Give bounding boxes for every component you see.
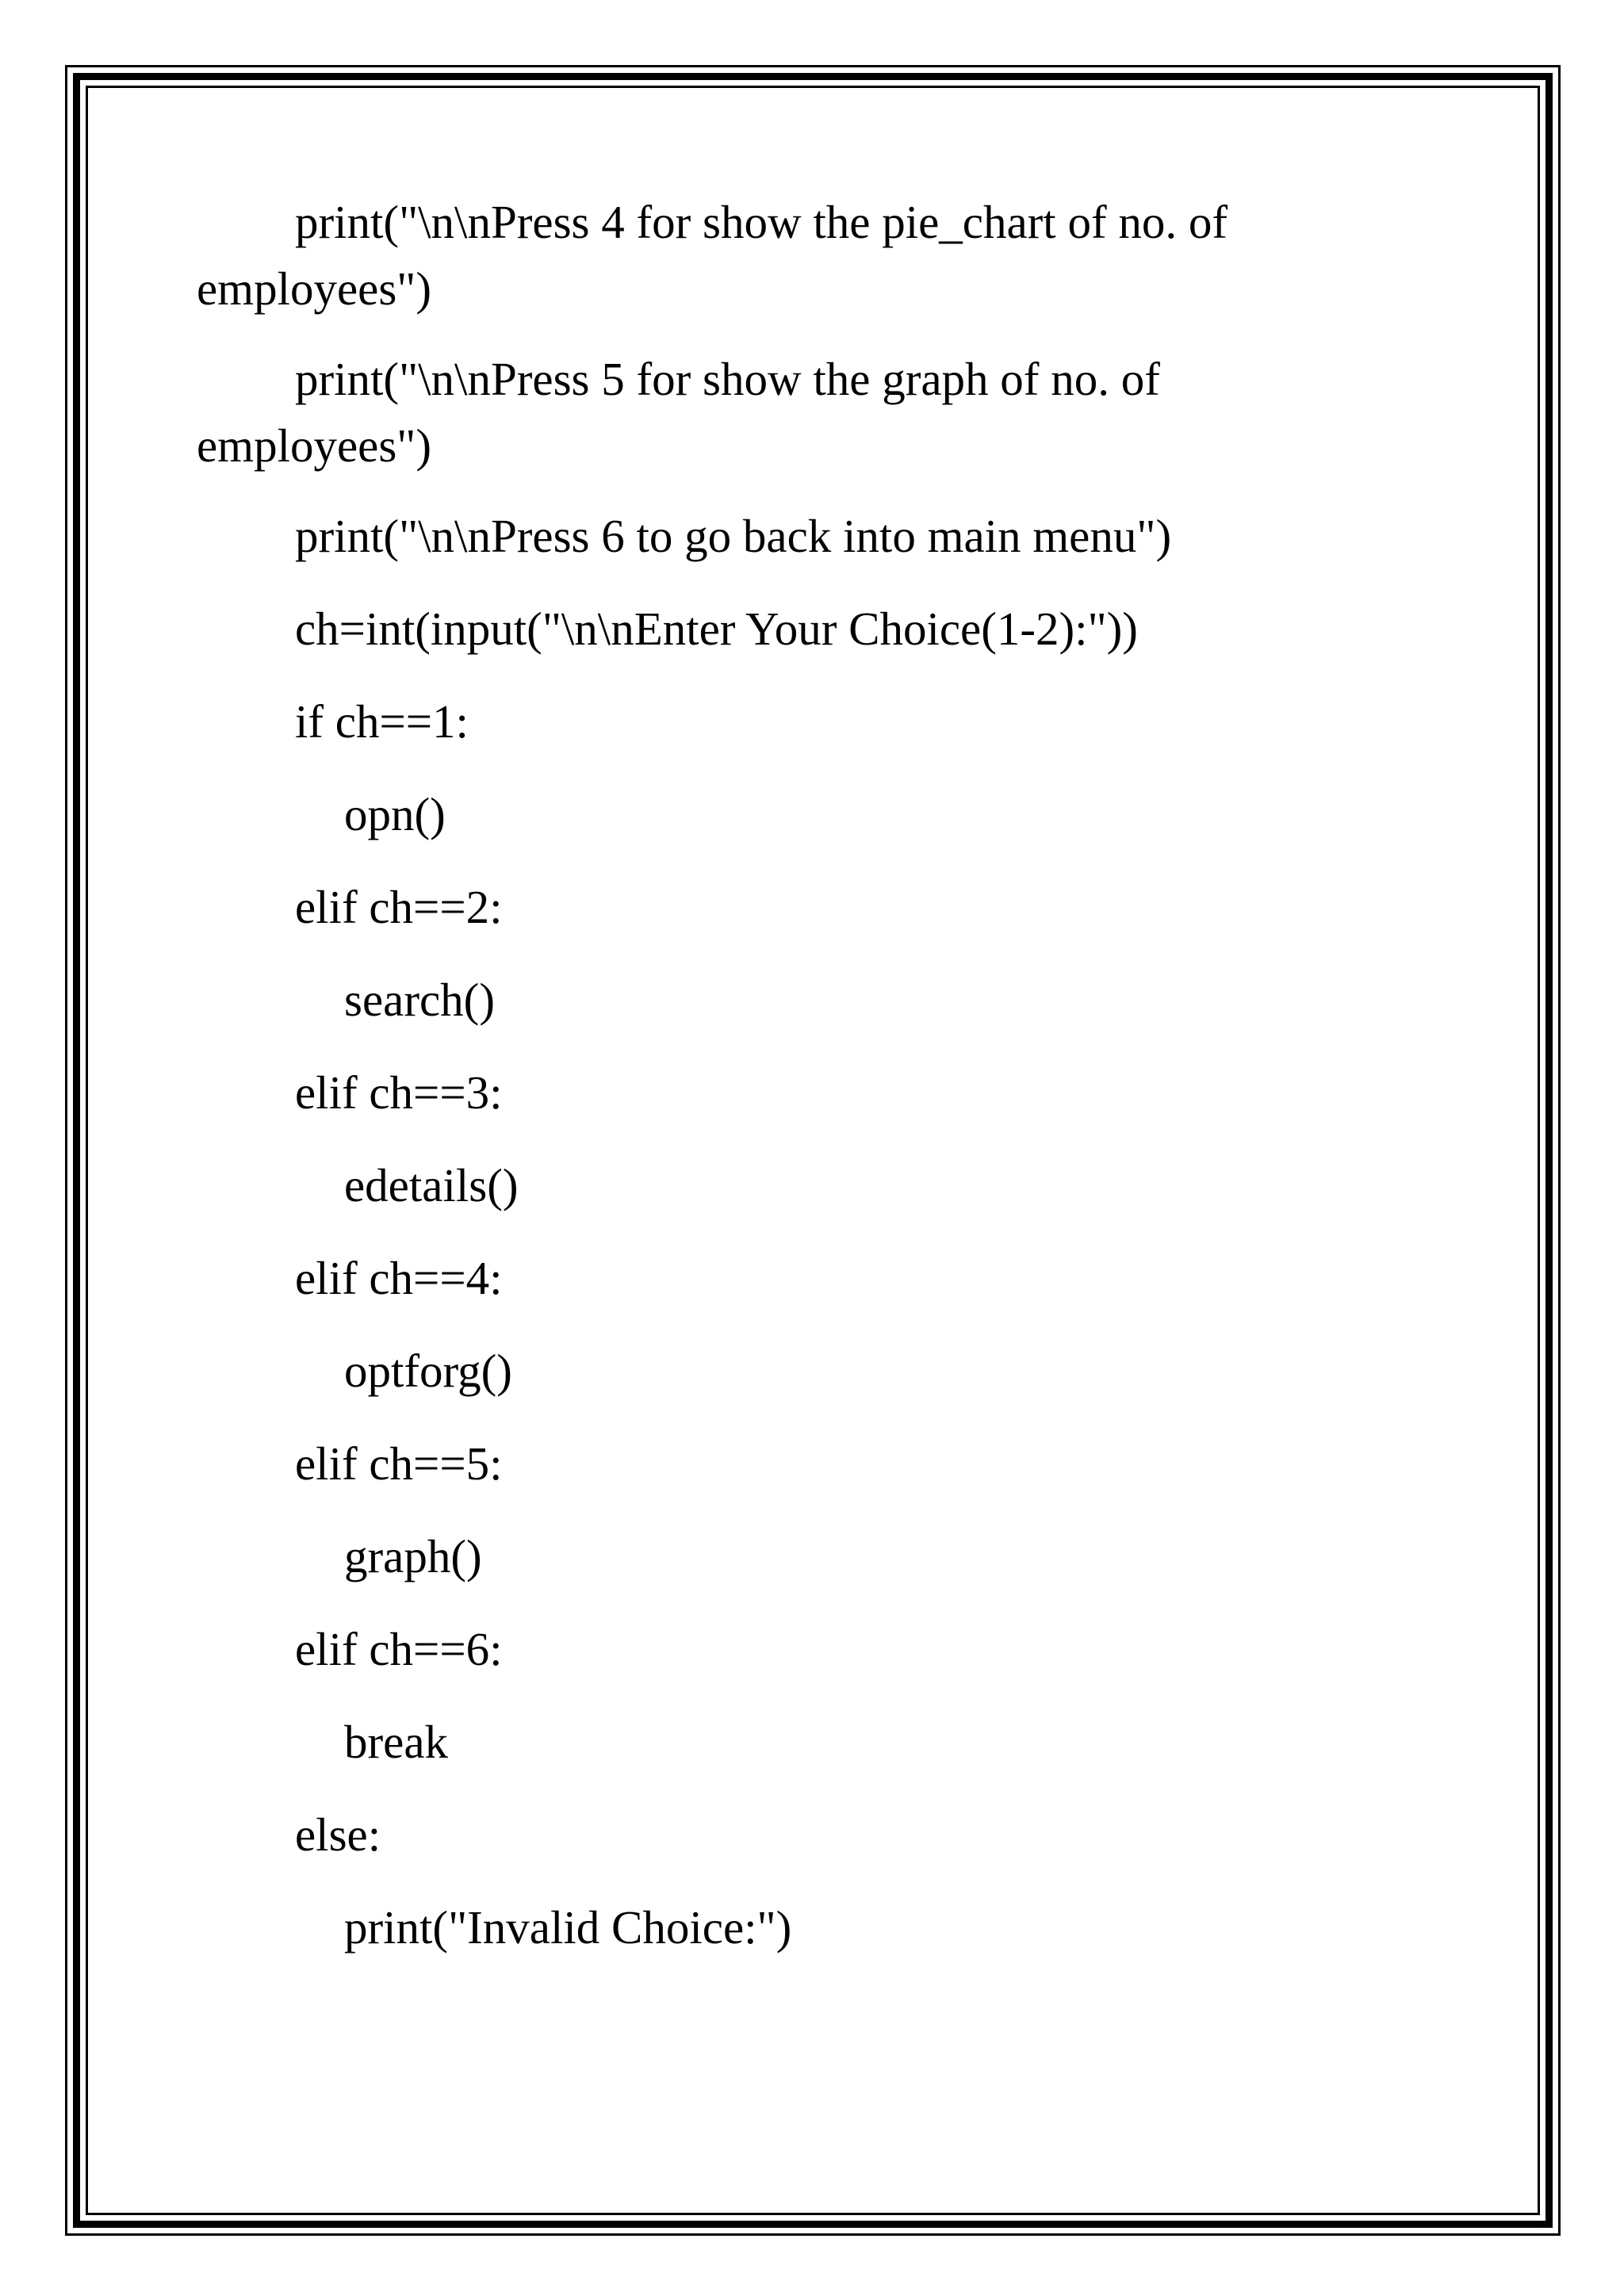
code-line-continuation: employees") — [197, 419, 432, 472]
code-line-text: print("\n\nPress 5 for show the graph of no. of — [295, 353, 1160, 405]
code-line-if-1: if ch==1: — [295, 695, 469, 748]
code-line-optforg: optforg() — [344, 1345, 512, 1397]
code-block — [197, 189, 1339, 1987]
code-line-press5 — [197, 346, 1339, 503]
code-line-press6: print("\n\nPress 6 to go back into main menu") — [295, 510, 1172, 562]
code-line-edetails: edetails() — [344, 1159, 519, 1211]
code-line-text: print("\n\nPress 4 for show the pie_chart of no. of — [295, 196, 1228, 248]
code-line-elif-6: elif ch==6: — [295, 1623, 503, 1675]
code-line-elif-4: elif ch==4: — [295, 1252, 503, 1304]
code-line-else: else: — [295, 1808, 381, 1861]
code-line-continuation: employees") — [197, 262, 432, 315]
code-line-elif-5: elif ch==5: — [295, 1437, 503, 1490]
code-line-elif-3: elif ch==3: — [295, 1066, 503, 1119]
code-line-invalid: print("Invalid Choice:") — [344, 1901, 792, 1954]
code-line-graph: graph() — [344, 1530, 482, 1582]
code-line-opn: opn() — [344, 788, 446, 840]
code-line-press4 — [197, 189, 1339, 346]
code-line-elif-2: elif ch==2: — [295, 881, 503, 933]
code-line-search: search() — [344, 974, 495, 1026]
code-line-input: ch=int(input("\n\nEnter Your Choice(1-2):")) — [295, 603, 1138, 655]
code-line-break: break — [344, 1716, 449, 1768]
